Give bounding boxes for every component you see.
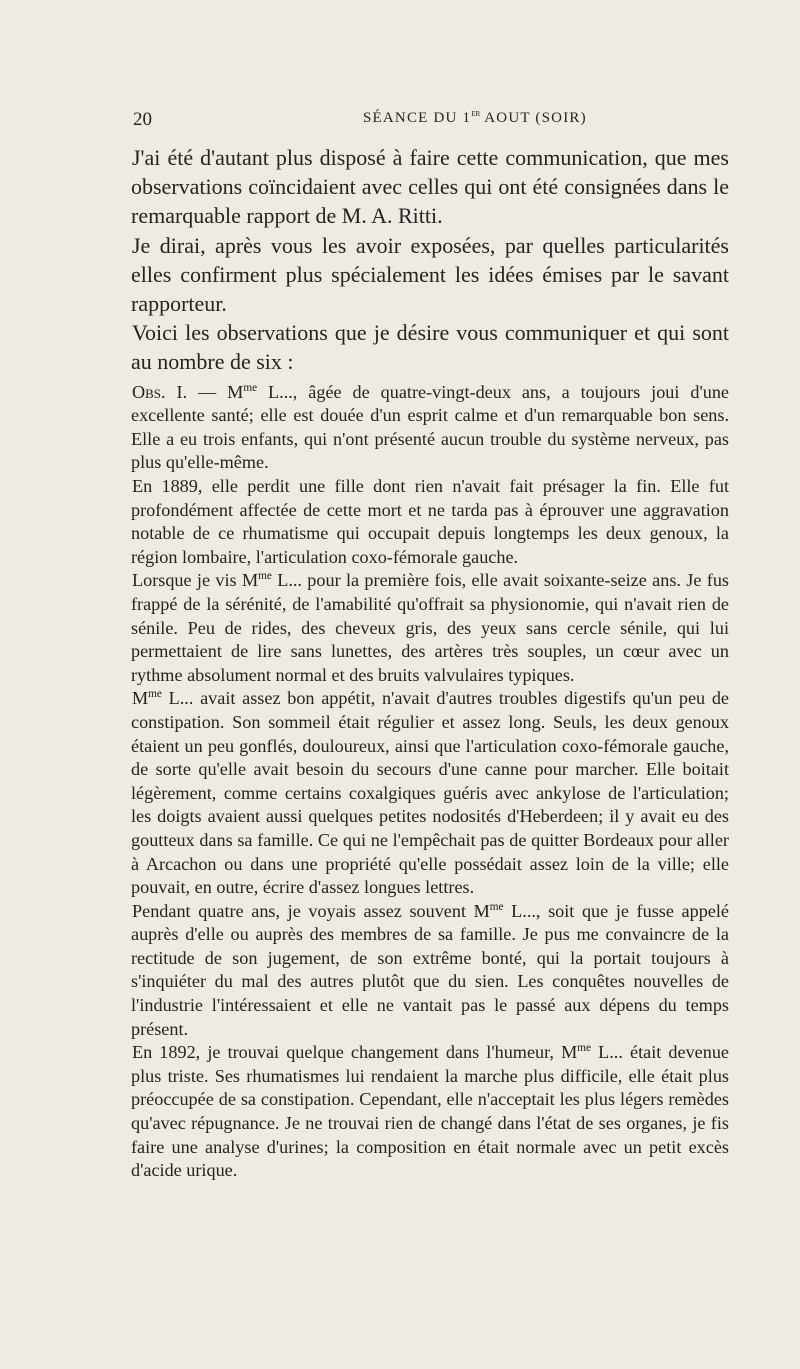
paragraph: Je dirai, après vous les avoir exposées, par quelles particularités elles confirment plus spécialement les idées émises par le savant rapporteur. [131, 232, 729, 317]
head-title-suffix: AOUT (SOIR) [480, 110, 587, 126]
head-title-sup: er [471, 108, 481, 119]
observation-label: Obs. I. [132, 381, 188, 402]
text-run: L..., âgée de quatre-vingt-deux ans, a toujours joui d'une excellente santé; elle est douée d'un esprit calme et d'un remarquable bon sens. Elle a eu trois enfants, qui n'ont présenté aucun trouble du système nerveux, pas plus qu'elle-même. [131, 381, 730, 473]
superscript: me [148, 688, 162, 701]
text-run: Lorsque je vis M [132, 570, 259, 591]
paragraph: En 1889, elle perdit une fille dont rien n'avait fait présager la fin. Elle fut profondément affectée de cette mort et ne tarda pas à éprouver une aggravation notable de ce rhumatisme qui occupait depuis longtemps les deux genoux, la région lombaire, l'articulation coxo-fémorale gauche. [131, 476, 729, 567]
head-title-prefix: SÉANCE DU 1 [363, 110, 472, 126]
paragraph [131, 687, 729, 899]
paragraph [131, 1041, 729, 1183]
superscript: me [489, 900, 504, 913]
text-run: L... était devenue plus triste. Ses rhumatismes lui rendaient la marche plus difficile, elle était plus préoccupée de sa constipation. Cependant, elle n'acceptait les plus légers remèdes qu'avec répugnance. Je ne trouvai rien de changé dans l'état de ses organes, je fis faire une analyse d'urines; la composition en était normale avec un petit excès d'acide urique. [131, 1042, 729, 1181]
running-head [133, 109, 731, 135]
running-head-title [363, 110, 587, 127]
superscript: me [258, 570, 272, 583]
body-text [131, 143, 729, 1183]
text-run: L... pour la première fois, elle avait soixante-seize ans. Je fus frappé de la sérénité, de l'amabilité qu'offrait sa physionomie, qui n'avait rien de sénile. Peu de rides, des cheveux gris, des yeux sans cercle sénile, qui lui permettaient de lire sans lunettes, des artères très souples, un cœur avec un rythme absolument normal et des bruits valvulaires typiques. [131, 570, 729, 685]
superscript: me [577, 1042, 592, 1055]
text-run: — M [187, 381, 244, 402]
paragraph [131, 900, 729, 1042]
paragraph [131, 569, 729, 687]
paragraph: Voici les observations que je désire vous communiquer et qui sont au nombre de six : [131, 320, 729, 375]
text-run: En 1892, je trouvai quelque changement dans l'humeur, M [132, 1042, 578, 1063]
text-run: M [132, 688, 149, 709]
text-run: L... avait assez bon appétit, n'avait d'autres troubles digestifs qu'un peu de constipation. Son sommeil était régulier et assez long. Seuls, les deux genoux étaient un peu gonflés, douloureux, ainsi que l'articulation coxo-fémorale gauche, de sorte qu'elle avait besoin du secours d'une canne pour marcher. Elle boitait légèrement, comme certains coxalgiques guéris avec ankylose de l'articulation; les doigts avaient aussi quelques petites nodosités d'Heberdeen; il y avait eu des goutteux dans sa famille. Ce qui ne l'empêchait pas de quitter Bordeaux pour aller à Arcachon ou dans une propriété qu'elle possédait assez loin de la ville; elle pouvait, en outre, écrire d'assez longues lettres. [131, 688, 729, 898]
observation-paragraph [131, 381, 729, 475]
text-run: Pendant quatre ans, je voyais assez souvent M [132, 900, 490, 921]
text-run: L..., soit que je fusse appelé auprès d'elle ou auprès des membres de sa famille. Je pus me convaincre de la rectitude de son jugement, de son extrême bonté, qui la portait toujours à s'inquiéter du mal des autres plutôt que du sien. Les conquêtes nouvelles de l'industrie l'intéressaient et elle ne vantait pas le passé aux dépens du temps présent. [131, 900, 729, 1039]
paragraph: J'ai été d'autant plus disposé à faire cette communication, que mes observations coïncidaient avec celles qui ont été consignées dans le remarquable rapport de M. A. Ritti. [131, 145, 729, 229]
superscript: me [243, 381, 258, 394]
page-number: 20 [133, 109, 152, 130]
